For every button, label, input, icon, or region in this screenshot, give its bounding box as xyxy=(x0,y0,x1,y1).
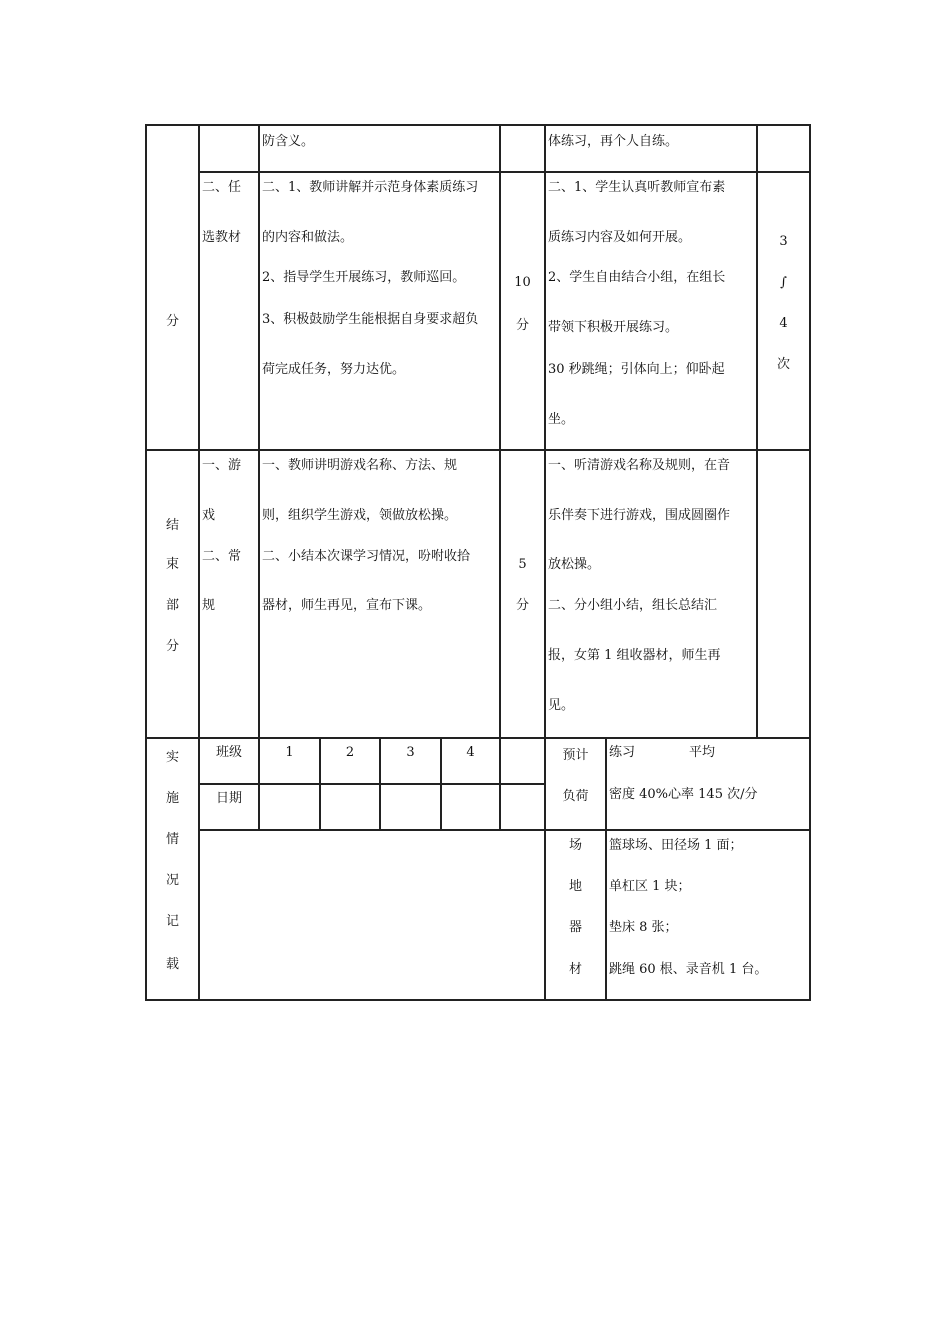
end-material-line: 二、常 xyxy=(202,549,242,564)
class-number: 4 xyxy=(466,745,475,760)
section-record-label: 实 xyxy=(165,750,179,765)
fen-teacher-line: 荷完成任务，努力达优。 xyxy=(262,362,406,377)
end-time-line: 分 xyxy=(515,598,529,613)
fen-count-line: 次 xyxy=(776,357,790,372)
end-teacher-line: 一、教师讲明游戏名称、方法、规 xyxy=(262,458,458,473)
end-teacher-line: 器材，师生再见，宣布下课。 xyxy=(262,598,432,613)
section-record-label: 况 xyxy=(165,873,179,888)
class-number: 3 xyxy=(406,745,415,760)
fen-teacher-line: 3、积极鼓励学生能根据自身要求超负 xyxy=(262,312,479,327)
fen-count-line: 4 xyxy=(779,316,788,331)
end-material-line: 戏 xyxy=(202,508,216,523)
end-teacher-line: 则，组织学生游戏，领做放松操。 xyxy=(262,508,458,523)
section-end-label: 结 xyxy=(165,518,179,533)
load-label: 负荷 xyxy=(562,789,589,804)
section-record-label: 施 xyxy=(165,791,179,806)
fen-student-line: 30 秒跳绳；引体向上；仰卧起 xyxy=(548,362,725,377)
section-record-label: 记 xyxy=(165,914,179,929)
class-number: 1 xyxy=(285,745,294,760)
end-material-line: 规 xyxy=(202,598,216,613)
venue-label: 场 xyxy=(568,838,582,853)
section-fen-label: 分 xyxy=(165,314,179,329)
fen-time-line: 分 xyxy=(515,318,529,333)
fen-student-line: 坐。 xyxy=(548,412,575,427)
end-student-line: 见。 xyxy=(548,698,575,713)
fen-teacher-line: 2、指导学生开展练习，教师巡回。 xyxy=(262,270,466,285)
fen-student-line: 带领下积极开展练习。 xyxy=(548,320,679,335)
load-text-density: 密度 40%心率 145 次/分 xyxy=(609,787,758,802)
venue-label: 地 xyxy=(568,879,582,894)
fen-top-content-text: 防含义。 xyxy=(262,134,315,149)
fen-teacher-line: 二、1、教师讲解并示范身体素质练习 xyxy=(262,180,479,195)
fen-count-line: ∫ xyxy=(780,275,787,290)
section-record-label: 载 xyxy=(165,957,179,972)
fen-material-line: 二、任 xyxy=(202,180,242,195)
section-end-label: 部 xyxy=(165,598,179,613)
venue-text-line: 垫床 8 张； xyxy=(609,920,678,935)
fen-student-line: 二、1、学生认真听教师宣布素 xyxy=(548,180,726,195)
load-text-average: 平均 xyxy=(689,745,716,760)
fen-time-line: 10 xyxy=(514,275,531,290)
class-label: 班级 xyxy=(215,745,242,760)
end-teacher-line: 二、小结本次课学习情况，吩咐收拾 xyxy=(262,549,471,564)
fen-top-student-text: 体练习，再个人自练。 xyxy=(548,134,679,149)
fen-student-line: 质练习内容及如何开展。 xyxy=(548,230,692,245)
end-time-line: 5 xyxy=(518,557,527,572)
end-student-line: 乐伴奏下进行游戏，围成圆圈作 xyxy=(548,508,731,523)
fen-student-line: 2、学生自由结合小组，在组长 xyxy=(548,270,726,285)
load-label: 预计 xyxy=(562,748,589,763)
section-end-label: 分 xyxy=(165,639,179,654)
date-label: 日期 xyxy=(215,791,242,806)
end-student-line: 报，女第 1 组收器材，师生再 xyxy=(548,648,721,663)
class-number: 2 xyxy=(345,745,355,760)
venue-label: 器 xyxy=(568,920,582,935)
end-student-line: 二、分小组小结，组长总结汇 xyxy=(548,598,718,613)
venue-label: 材 xyxy=(568,962,582,977)
table-outer-border xyxy=(145,124,811,1001)
venue-text-line: 单杠区 1 块； xyxy=(609,879,691,894)
end-student-line: 放松操。 xyxy=(548,557,601,572)
section-record-label: 情 xyxy=(165,832,179,847)
fen-teacher-line: 的内容和做法。 xyxy=(262,230,354,245)
venue-text-line: 篮球场、田径场 1 面； xyxy=(609,838,743,853)
venue-text-line: 跳绳 60 根、录音机 1 台。 xyxy=(609,962,768,977)
fen-material-line: 选教材 xyxy=(202,230,242,245)
end-student-line: 一、听清游戏名称及规则，在音 xyxy=(548,458,731,473)
end-material-line: 一、游 xyxy=(202,458,242,473)
load-text-practice: 练习 xyxy=(609,745,636,760)
fen-count-line: 3 xyxy=(779,234,788,249)
section-end-label: 束 xyxy=(165,557,179,572)
